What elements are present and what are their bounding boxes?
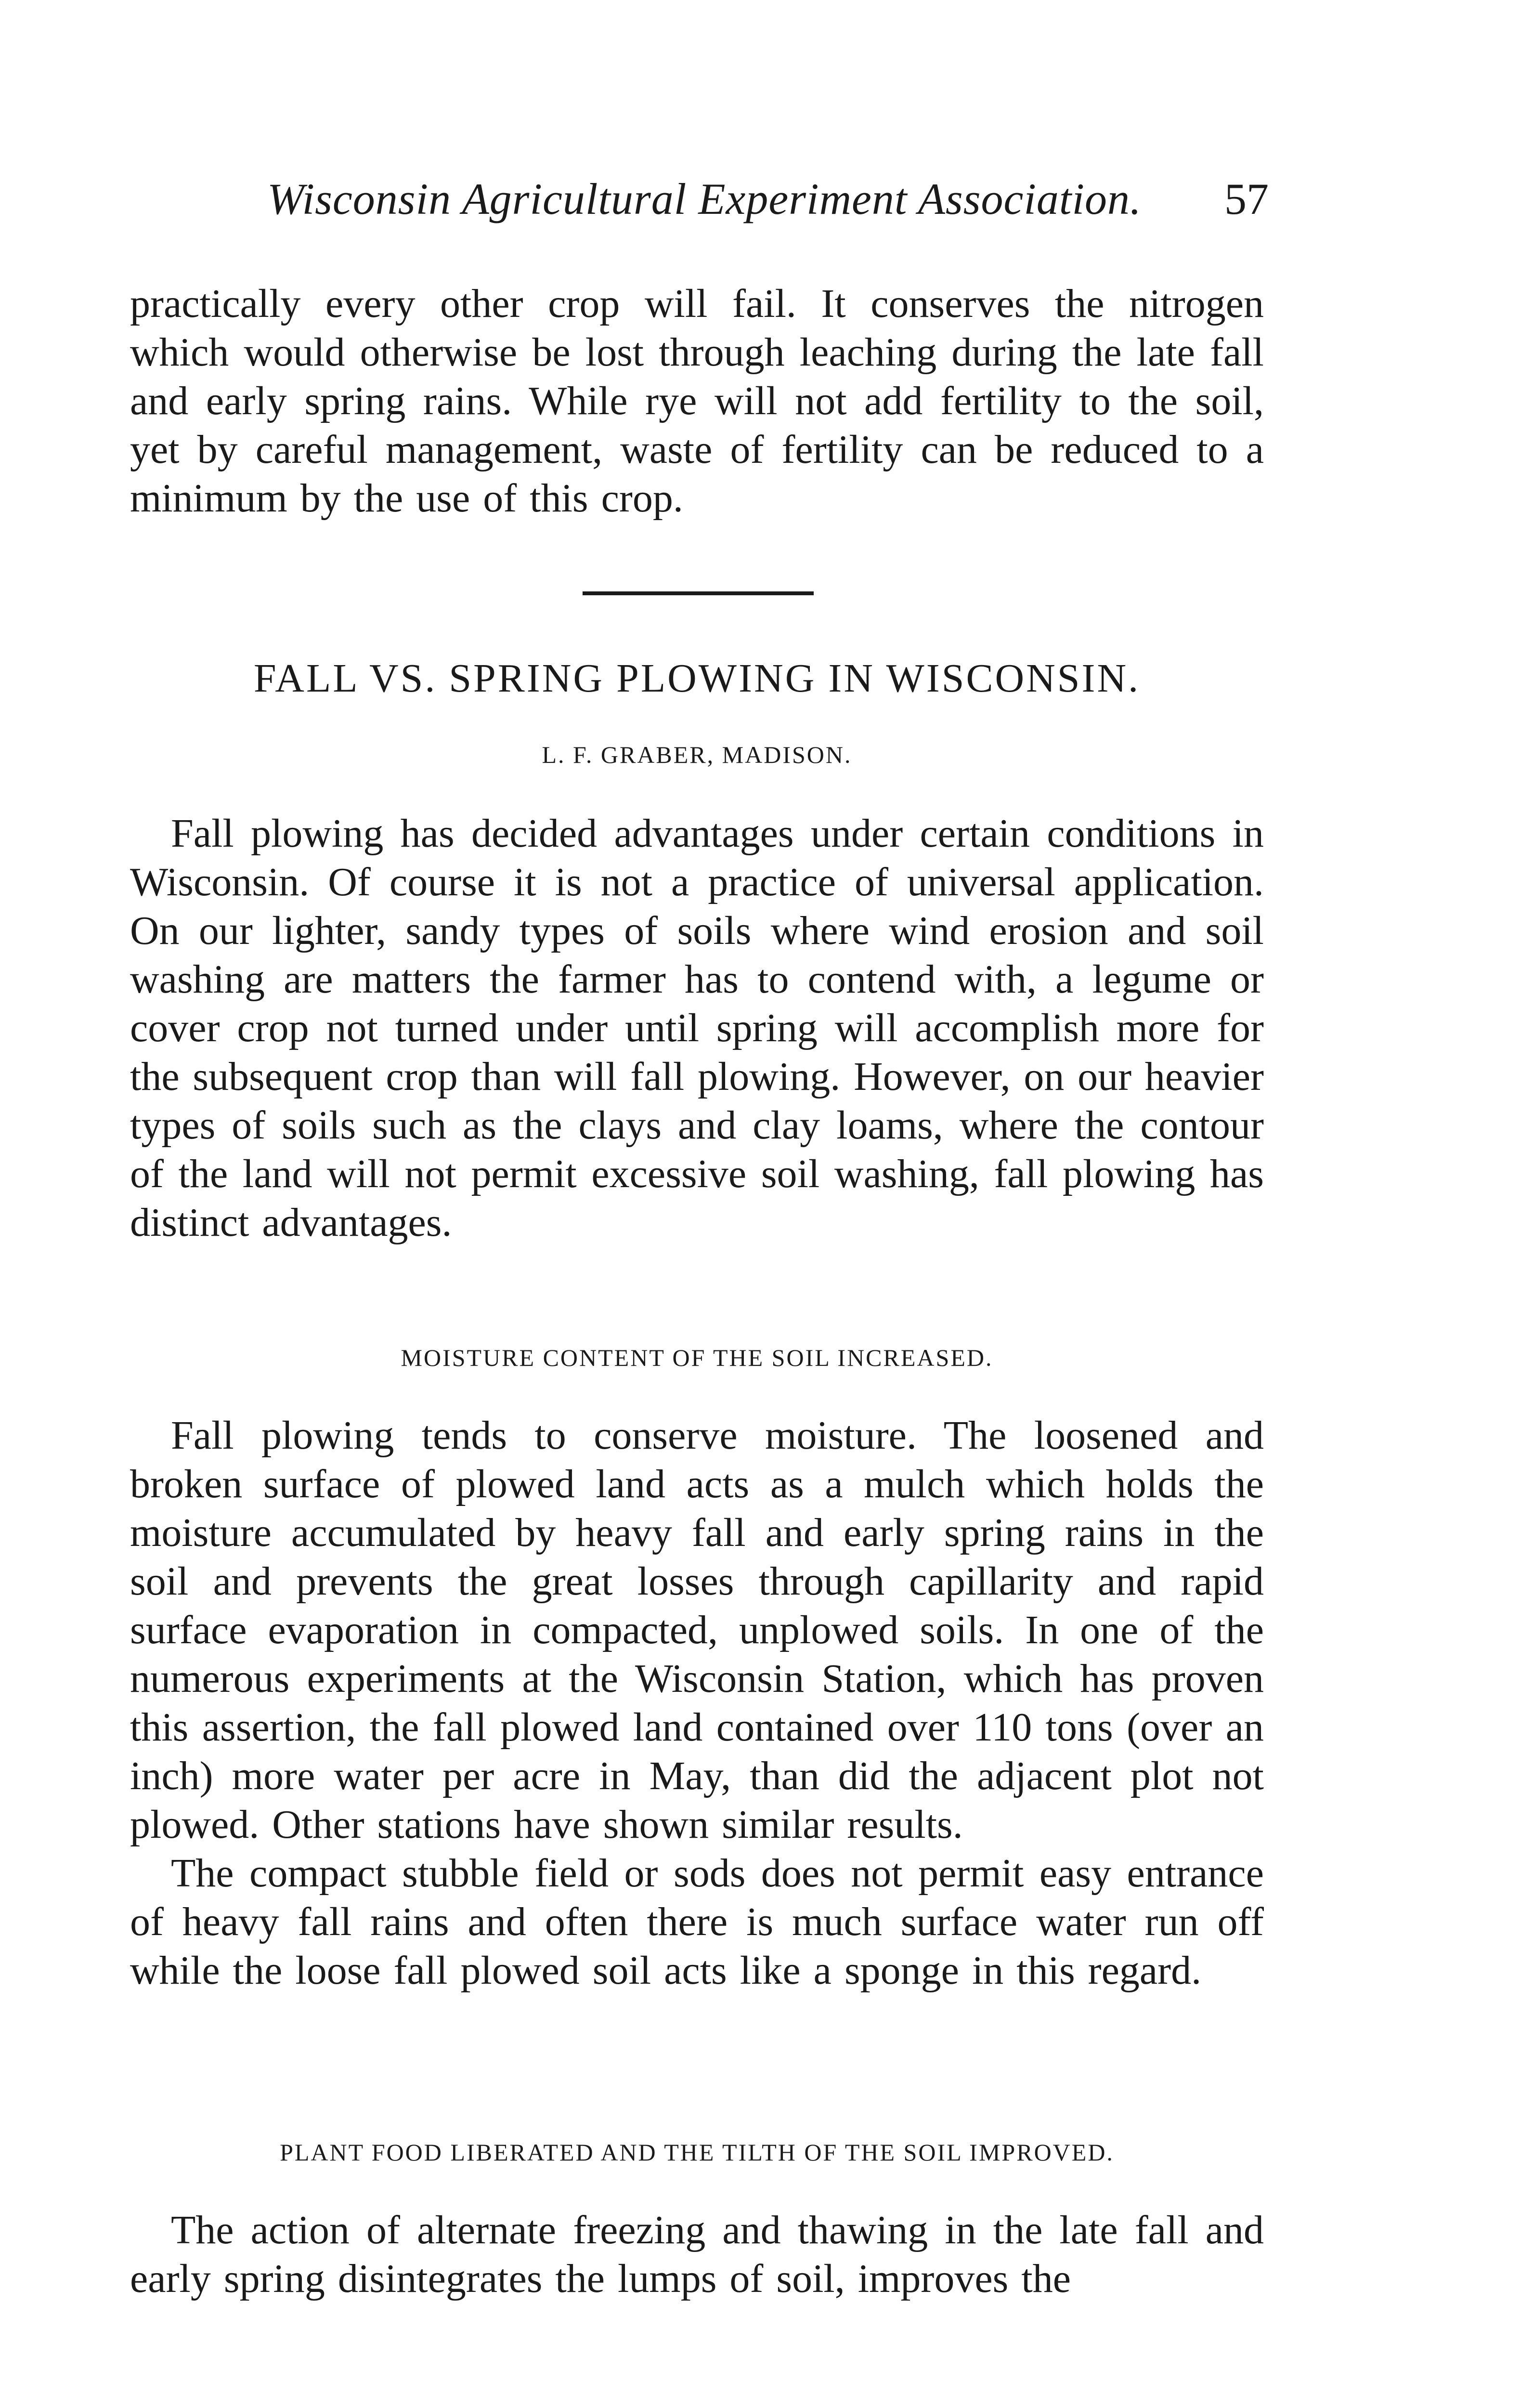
intro-paragraph: Fall plowing has decided advantages under certain conditions in Wisconsin. Of course it is not a practice of universal application. On our lighter, sandy types of soils where wind erosion and soil washing are matters the farmer has to contend with, a legume or cover crop not turned under until spring will accomplish more for the subsequent crop than will fall plowing. However, on our heavier types of soils such as the clays and clay loams, where the contour of the land will not permit excessive soil washing, fall plowing has distinct advantages.: [130, 811, 1264, 1245]
moisture-paragraph-2: The compact stubble field or sods does not permit easy entrance of heavy fall rains and often there is much surface water run off while the loose fall plowed soil acts like a sponge in this regard.: [130, 1851, 1264, 1993]
running-header: [267, 173, 1269, 236]
plant-food-block: [130, 2206, 1264, 2303]
section-divider: [583, 591, 814, 595]
article-title: FALL VS. SPRING PLOWING IN WISCONSIN.: [253, 656, 1141, 701]
moisture-paragraph-1: Fall plowing tends to conserve moisture. The loosened and broken surface of plowed land acts as a mulch which holds the moisture accumulated by heavy fall and early spring rains in the soil and prevents the great losses through capillarity and rapid surface evaporation in compacted, unplowed soils. In one of the numerous experiments at the Wisconsin Station, which has proven this assertion, the fall plowed land contained over 110 tons (over an inch) more water per acre in May, than did the adjacent plot not plowed. Other stations have shown similar results.: [130, 1413, 1264, 1847]
subhead-plant-food: PLANT FOOD LIBERATED AND THE TILTH OF THE SOIL IMPROVED.: [280, 2139, 1114, 2166]
plant-food-paragraph: The action of alternate freezing and thawing in the late fall and early spring disintegrates the lumps of soil, improves the: [130, 2208, 1264, 2301]
carryover-paragraph: practically every other crop will fail. It conserves the nitrogen which would otherwise be lost through leaching during the late fall and early spring rains. While rye will not add fertility to the soil, yet by careful management, waste of fertility can be reduced to a minimum by the use of this crop.: [130, 281, 1264, 521]
subhead-moisture: MOISTURE CONTENT OF THE SOIL INCREASED.: [401, 1344, 993, 1371]
running-title: Wisconsin Agricultural Experiment Association.: [267, 174, 1142, 223]
author-byline: L. F. GRABER, MADISON.: [542, 741, 852, 768]
page-number: 57: [1224, 174, 1269, 223]
carryover-block: [130, 279, 1264, 523]
moisture-block: [130, 1411, 1264, 1995]
intro-block: [130, 809, 1264, 1247]
